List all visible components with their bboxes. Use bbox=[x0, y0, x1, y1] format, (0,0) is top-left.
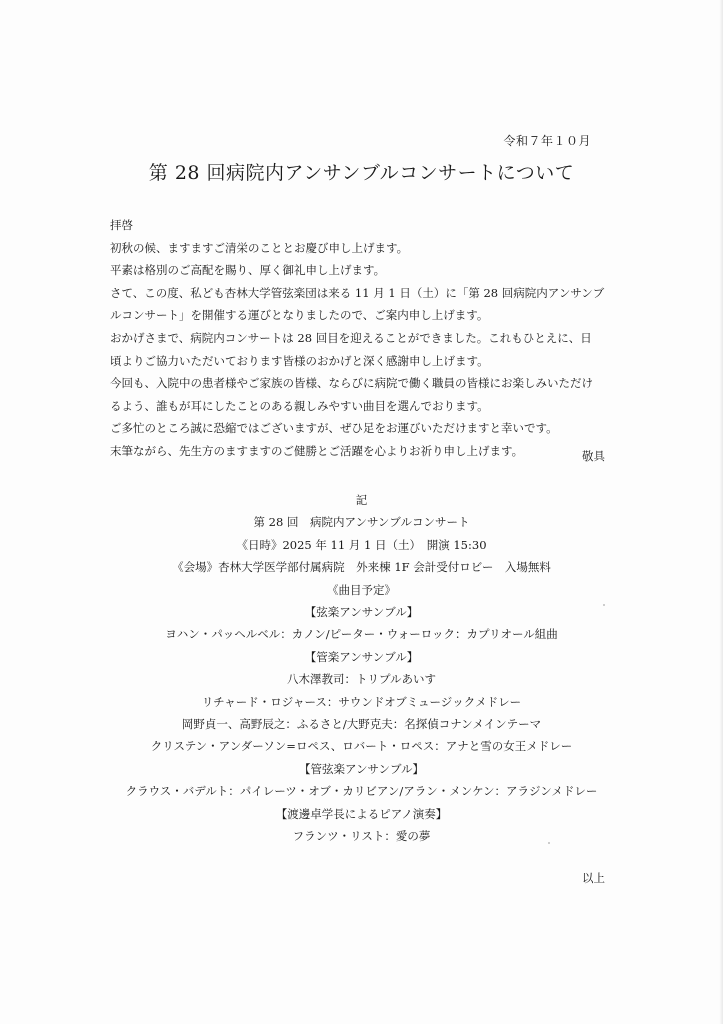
body-line: 末筆ながら、先生方のますますのご健勝とご活躍を心よりお祈り申し上げます。 bbox=[110, 443, 524, 458]
notes-heading: 記 bbox=[355, 493, 368, 507]
body-line: ご多忙のところ誠に恐縮ではございますが、ぜひ足をお運びいただけますと幸いです。 bbox=[110, 421, 558, 436]
section-heading: 【弦楽アンサンブル】 bbox=[304, 605, 419, 620]
letter-body bbox=[110, 214, 610, 463]
program-heading: 《曲目予定》 bbox=[327, 582, 396, 597]
program-item: クラウス・バデルト：パイレーツ・オブ・カリビアン/アラン・メンケン：アラジンメドレー bbox=[125, 784, 598, 799]
scan-speck bbox=[548, 842, 550, 844]
program-item: フランツ・リスト：愛の夢 bbox=[292, 829, 431, 844]
end-mark: 以上 bbox=[582, 871, 605, 885]
body-line: 平素は格別のご高配を賜り、厚く御礼申し上げます。 bbox=[110, 263, 386, 278]
concert-name: 第 28 回 病院内アンサンブルコンサート bbox=[253, 515, 470, 530]
section-heading: 【管楽アンサンブル】 bbox=[304, 649, 419, 664]
scan-speck bbox=[603, 604, 605, 606]
body-line: ルコンサート」を開催する運びとなりましたので、ご案内申し上げます。 bbox=[110, 308, 489, 323]
body-line: さて、この度、私ども杏林大学管弦楽団は来る 11 月 1 日（土）に「第 28 回病院内アンサンブ bbox=[110, 285, 605, 300]
program-item: ヨハン・パッヘルベル：カノン/ピーター・ウォーロック：カプリオール組曲 bbox=[165, 627, 558, 642]
program-item: 八木澤教司：トリプルあいす bbox=[286, 672, 437, 687]
program-item: リチャード・ロジャース：サウンドオブミュージックメドレー bbox=[201, 694, 522, 709]
body-line: 今回も、入院中の患者様やご家族の皆様、ならびに病院で働く職員の皆様にお楽しみいただけ bbox=[110, 376, 593, 391]
letter-date: 令和７年１０月 bbox=[503, 134, 591, 148]
program-item: 岡野貞一、高野辰之：ふるさと/大野克夫：名探偵コナンメインテーマ bbox=[181, 717, 542, 732]
program-item: クリステン・アンダーソン=ロペス、ロバート・ロペス：アナと雪の女王メドレー bbox=[150, 739, 573, 754]
concert-datetime: 《日時》2025 年 11 月 1 日（土） 開演 15:30 bbox=[236, 537, 487, 552]
letter-title: 第 28 回病院内アンサンブルコンサートについて bbox=[148, 162, 575, 184]
concert-venue: 《会場》杏林大学医学部付属病院 外来棟 1F 会計受付ロビー 入場無料 bbox=[172, 560, 551, 575]
body-line: 拝啓 bbox=[110, 218, 133, 232]
body-line: るよう、誰もが耳にしたことのある親しみやすい曲目を選んでおります。 bbox=[110, 398, 489, 413]
section-heading: 【渡邊卓学長によるピアノ演奏】 bbox=[275, 806, 448, 821]
body-line: 初秋の候、ますますご清栄のこととお慶び申し上げます。 bbox=[110, 240, 409, 255]
concert-details bbox=[0, 489, 723, 848]
closing-salutation: 敬具 bbox=[582, 449, 605, 463]
body-line: 頃よりご協力いただいております皆様のおかげと深く感謝申し上げます。 bbox=[110, 353, 489, 368]
section-heading: 【管弦楽アンサンブル】 bbox=[298, 761, 424, 776]
body-line: おかげさまで、病院内コンサートは 28 回目を迎えることができました。これもひとえに、日 bbox=[110, 330, 592, 345]
